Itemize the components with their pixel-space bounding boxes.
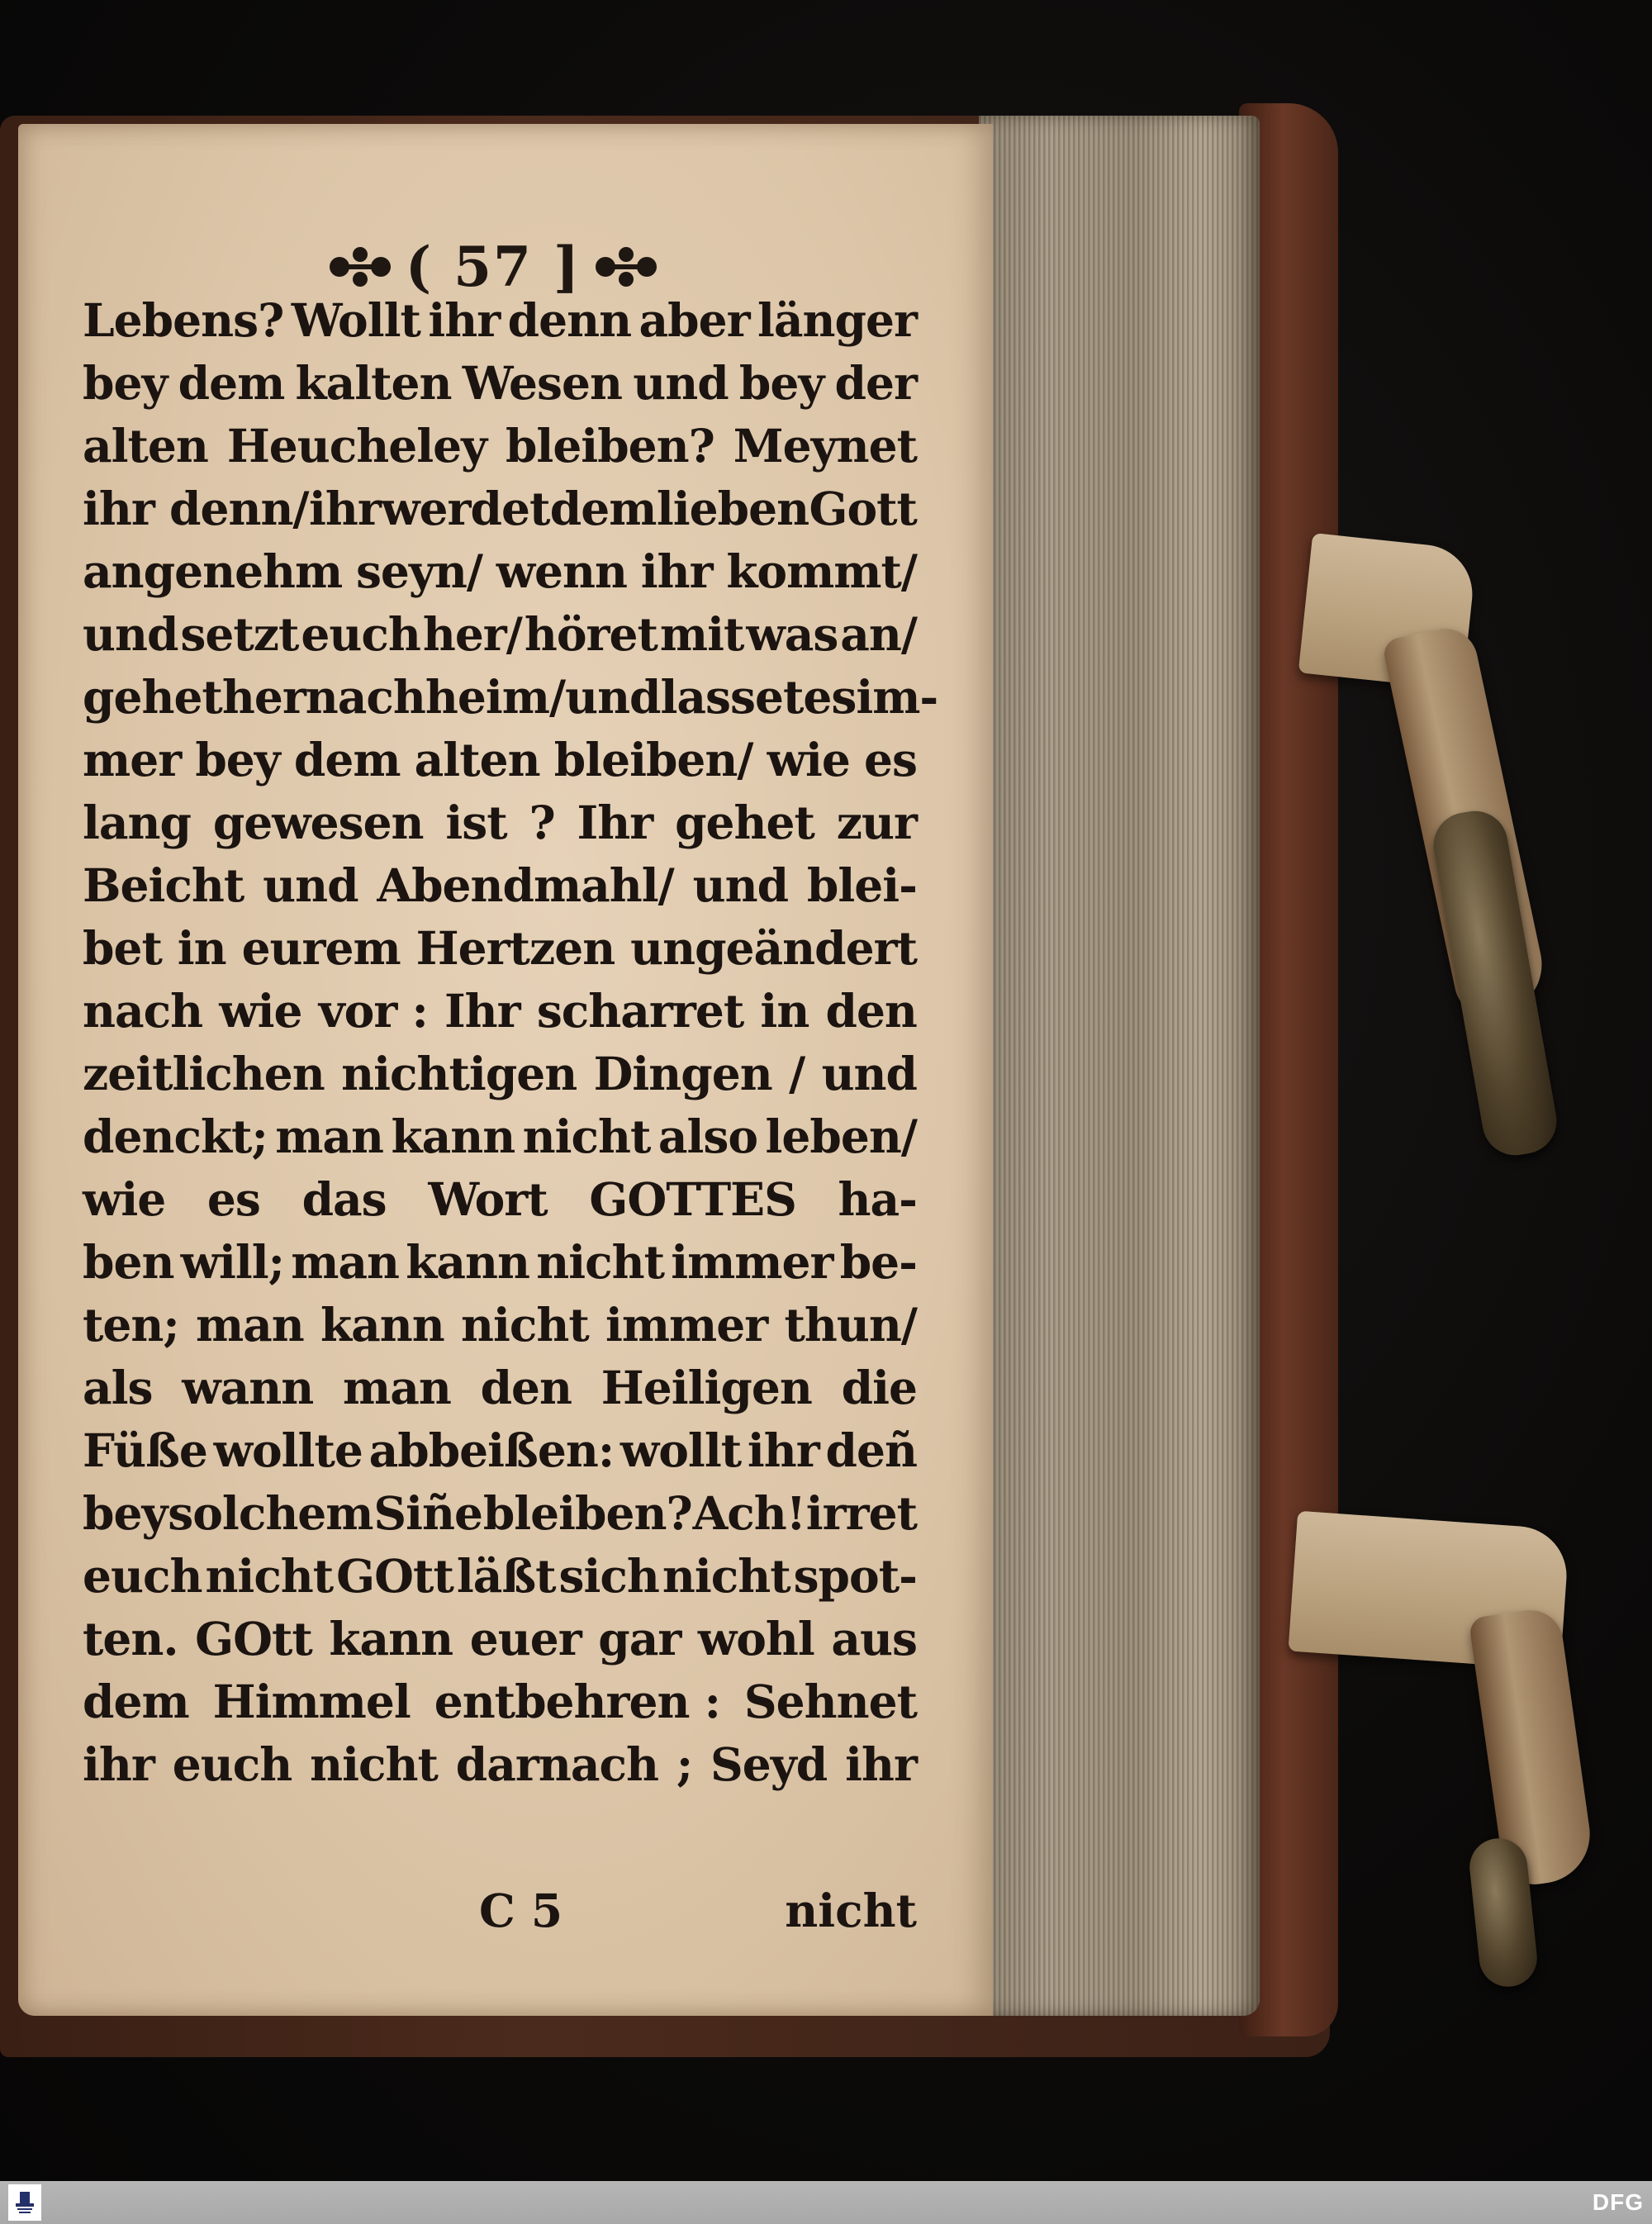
- text-word: Heucheley: [226, 419, 487, 473]
- text-word: lasset: [660, 670, 804, 724]
- text-word: man: [291, 1235, 400, 1289]
- text-word: Beicht: [83, 858, 244, 912]
- text-word: Ach!: [692, 1486, 805, 1540]
- text-word: leben/: [765, 1110, 917, 1163]
- text-word: Heiligen: [601, 1361, 812, 1414]
- text-word: man: [195, 1298, 304, 1352]
- text-word: ihr: [747, 1423, 819, 1477]
- text-word: entbehren :: [434, 1675, 720, 1728]
- text-word: seyn/: [355, 544, 482, 598]
- text-word: im-: [856, 670, 938, 724]
- text-word: blei-: [806, 858, 917, 912]
- text-word: GOtt: [195, 1612, 312, 1666]
- library-crest-icon: [12, 2188, 37, 2217]
- text-word: ha-: [838, 1172, 917, 1226]
- text-word: Abendmahl/: [377, 858, 674, 912]
- text-word: irret: [805, 1486, 917, 1540]
- text-line: [83, 289, 917, 352]
- text-word: nach: [83, 984, 203, 1038]
- text-line: [83, 666, 938, 729]
- text-word: ben: [83, 1235, 174, 1289]
- text-word: angenehm: [83, 544, 343, 598]
- text-word: lieben: [656, 482, 809, 535]
- text-word: ?: [529, 796, 555, 849]
- signature-mark: C 5: [479, 1884, 563, 1937]
- text-word: Hertzen: [415, 921, 615, 975]
- text-word: dem: [549, 482, 657, 535]
- page-footer-line: [83, 1879, 917, 1942]
- text-word: heim/: [425, 670, 566, 724]
- text-word: zur: [836, 796, 917, 849]
- text-word: wohl: [697, 1612, 814, 1666]
- text-word: wann: [182, 1361, 314, 1414]
- text-word: ihr: [845, 1737, 917, 1791]
- text-word: dem: [178, 356, 285, 410]
- text-word: ihr: [308, 482, 381, 535]
- text-line: [83, 540, 917, 603]
- text-word: nicht: [662, 1549, 790, 1603]
- text-word: gar: [598, 1612, 681, 1666]
- text-word: höret: [524, 607, 657, 661]
- text-line: [83, 1545, 917, 1608]
- text-word: läßt: [456, 1549, 556, 1603]
- body-text: [83, 289, 938, 1796]
- text-word: es: [206, 1172, 260, 1226]
- text-line: [83, 1733, 917, 1796]
- text-line: [83, 917, 917, 980]
- text-word: bleiben?: [505, 419, 714, 473]
- dfg-logo: DFG: [1592, 2189, 1644, 2215]
- text-word: und: [821, 1047, 917, 1100]
- text-word: ;: [676, 1737, 693, 1791]
- text-word: Dingen: [593, 1047, 772, 1100]
- text-word: wie: [83, 1172, 166, 1226]
- text-line: [83, 1357, 917, 1419]
- text-word: ihr: [640, 544, 713, 598]
- text-word: nicht: [460, 1298, 589, 1352]
- text-word: Seyd: [710, 1737, 828, 1791]
- text-word: thun/: [784, 1298, 917, 1352]
- text-word: nichtigen: [341, 1047, 577, 1100]
- text-word: ten.: [83, 1612, 178, 1666]
- text-word: und: [565, 670, 661, 724]
- brass-clasp-top: [1428, 805, 1562, 1160]
- text-line: [83, 854, 917, 917]
- text-word: ten;: [83, 1298, 179, 1352]
- text-line: [83, 415, 917, 478]
- text-line: [83, 791, 917, 854]
- text-word: als: [83, 1361, 153, 1414]
- text-word: euch: [301, 607, 420, 661]
- text-word: an/: [840, 607, 917, 661]
- text-word: die: [841, 1361, 917, 1414]
- text-word: her/: [422, 607, 522, 661]
- text-word: in: [760, 984, 809, 1038]
- text-word: lang: [83, 796, 191, 849]
- text-word: kann: [391, 1110, 515, 1163]
- text-line: [83, 1482, 917, 1545]
- text-line: [83, 729, 917, 791]
- text-word: Himmel: [212, 1675, 411, 1728]
- text-word: zeitlichen: [83, 1047, 325, 1100]
- text-word: gehet: [83, 670, 222, 724]
- text-word: dem: [83, 1675, 189, 1728]
- text-word: es: [864, 733, 917, 786]
- text-word: kann: [320, 1298, 444, 1352]
- text-word: euer: [469, 1612, 582, 1666]
- text-line: [83, 980, 917, 1043]
- text-word: das: [301, 1172, 387, 1226]
- text-word: immer: [605, 1298, 768, 1352]
- text-line: [83, 1105, 917, 1168]
- text-line: [83, 603, 917, 666]
- text-word: kommt/: [726, 544, 917, 598]
- text-word: denckt;: [83, 1110, 268, 1163]
- text-word: kalten: [295, 356, 452, 410]
- text-word: deñ: [825, 1423, 917, 1477]
- text-word: nicht: [310, 1737, 438, 1791]
- text-word: man: [343, 1361, 451, 1414]
- text-word: /: [789, 1047, 805, 1100]
- text-word: Lebens?: [83, 293, 284, 347]
- text-word: kann: [329, 1612, 453, 1666]
- text-word: be-: [839, 1235, 917, 1289]
- text-word: mit: [659, 607, 744, 661]
- text-word: nicht: [522, 1110, 651, 1163]
- text-word: Ihr: [444, 984, 520, 1038]
- text-word: wie: [767, 733, 850, 786]
- library-logo-icon: [8, 2184, 41, 2221]
- text-word: sich: [558, 1549, 659, 1603]
- text-word: alten: [414, 733, 540, 786]
- text-word: Siñe: [373, 1486, 482, 1540]
- text-word: und: [263, 858, 358, 912]
- text-word: gewesen: [212, 796, 424, 849]
- text-word: GOtt: [336, 1549, 453, 1603]
- page-number: ( 57 ]: [405, 235, 582, 299]
- text-word: darnach: [455, 1737, 658, 1791]
- text-word: euch: [172, 1737, 292, 1791]
- text-line: [83, 1043, 917, 1105]
- text-word: nicht: [205, 1549, 334, 1603]
- text-word: den: [480, 1361, 572, 1414]
- text-word: also: [657, 1110, 758, 1163]
- text-word: was: [746, 607, 838, 661]
- text-line: [83, 1670, 917, 1733]
- text-word: kann: [406, 1235, 529, 1289]
- text-word: bey: [83, 356, 168, 410]
- text-word: immer: [671, 1235, 833, 1289]
- text-word: bey: [195, 733, 280, 786]
- text-word: Füße: [83, 1423, 207, 1477]
- printed-page: [18, 124, 993, 2016]
- text-word: ihr: [83, 1737, 154, 1791]
- text-word: vor :: [318, 984, 428, 1038]
- text-word: eurem: [241, 921, 401, 975]
- ornament-left-icon: [323, 238, 397, 296]
- text-word: bey: [83, 1486, 168, 1540]
- text-word: ungeändert: [630, 921, 917, 975]
- text-word: ist: [445, 796, 507, 849]
- text-word: Ihr: [577, 796, 653, 849]
- text-word: euch: [83, 1549, 202, 1603]
- text-word: bleiben?: [482, 1486, 692, 1540]
- text-word: Gott: [809, 482, 917, 535]
- text-word: abbeißen:: [368, 1423, 615, 1477]
- catchword: nicht: [785, 1884, 917, 1937]
- text-word: gehet: [675, 796, 814, 849]
- text-word: länger: [757, 293, 917, 347]
- text-line: [83, 1231, 917, 1294]
- text-word: den: [825, 984, 917, 1038]
- text-word: will;: [180, 1235, 284, 1289]
- text-line: [83, 352, 917, 415]
- text-word: bleiben/: [553, 733, 753, 786]
- text-word: Wort: [428, 1172, 548, 1226]
- text-word: scharret: [536, 984, 744, 1038]
- text-word: solchem: [168, 1486, 373, 1540]
- text-word: aus: [831, 1612, 917, 1666]
- text-word: ihr denn/: [83, 482, 309, 535]
- text-word: aber: [638, 293, 750, 347]
- text-word: dem: [293, 733, 401, 786]
- text-line: [83, 1608, 917, 1670]
- text-word: wollte: [213, 1423, 363, 1477]
- text-word: alten: [83, 419, 208, 473]
- text-line: [83, 1168, 917, 1231]
- text-word: man: [275, 1110, 384, 1163]
- text-word: wie: [219, 984, 302, 1038]
- text-line: [83, 478, 917, 540]
- text-word: Wollt: [291, 293, 420, 347]
- text-word: wenn: [496, 544, 628, 598]
- text-word: und: [633, 356, 729, 410]
- text-word: bet: [83, 921, 162, 975]
- text-word: denn: [507, 293, 632, 347]
- text-word: nicht: [536, 1235, 664, 1289]
- page-fore-edge: [979, 116, 1260, 2016]
- text-word: ihr: [428, 293, 501, 347]
- text-word: bey: [738, 356, 824, 410]
- text-word: mer: [83, 733, 182, 786]
- text-word: spot-: [793, 1549, 917, 1603]
- viewer-footer-bar: [0, 2181, 1652, 2224]
- text-word: Wesen: [462, 356, 622, 410]
- text-line: [83, 1294, 917, 1357]
- text-word: Sehnet: [743, 1675, 917, 1728]
- text-word: GOTTES: [589, 1172, 796, 1226]
- text-word: und: [83, 607, 178, 661]
- text-line: [83, 1419, 917, 1482]
- text-word: und: [692, 858, 789, 912]
- text-word: wollt: [620, 1423, 742, 1477]
- text-word: Meynet: [733, 419, 917, 473]
- text-word: setzt: [180, 607, 299, 661]
- ornament-right-icon: [589, 238, 663, 296]
- text-word: hernach: [221, 670, 425, 724]
- text-word: es: [803, 670, 857, 724]
- text-word: der: [834, 356, 917, 410]
- text-word: werdet: [381, 482, 550, 535]
- text-word: in: [177, 921, 226, 975]
